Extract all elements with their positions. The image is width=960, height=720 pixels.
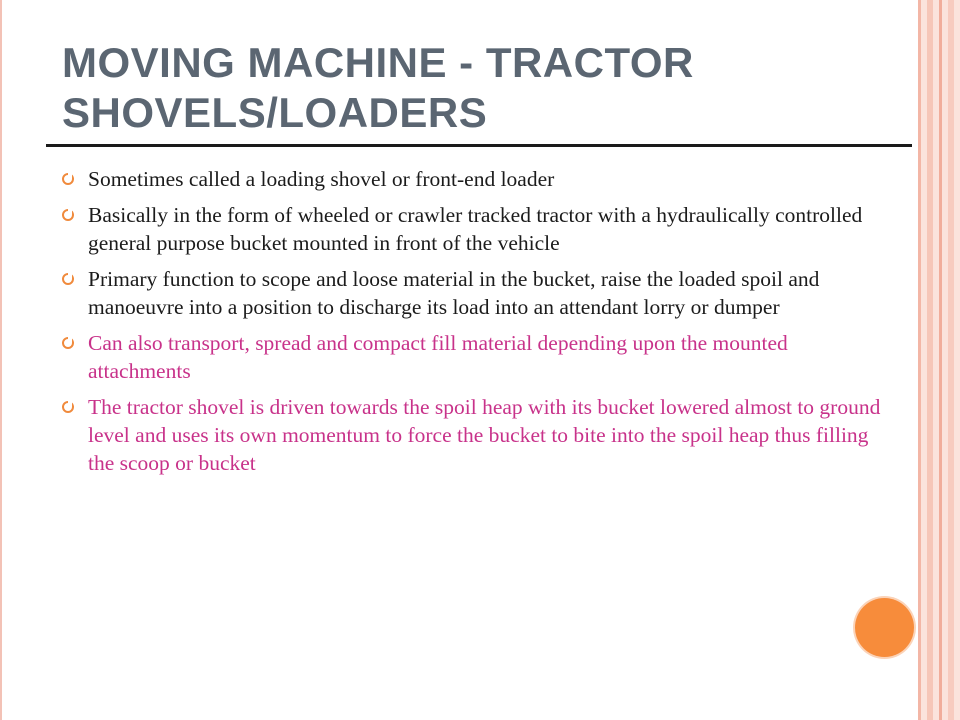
bullet-ring-icon	[62, 401, 74, 413]
bullet-ring-icon	[62, 273, 74, 285]
bullet-ring-icon	[62, 173, 74, 185]
title-line-1: MOVING MACHINE - TRACTOR	[62, 39, 694, 86]
decorative-stripes	[918, 0, 960, 720]
bullet-item	[60, 165, 890, 193]
bullet-item	[60, 201, 890, 257]
bullet-item-highlight	[60, 329, 890, 385]
slide-title	[62, 38, 902, 138]
bullet-text: Can also transport, spread and compact fill material depending upon the mounted attachments	[88, 331, 788, 383]
bullet-text: The tractor shovel is driven towards the spoil heap with its bucket lowered almost to ground level and uses its own momentum to force the bucket to bite into the spoil heap thus filling the scoop or bucket	[88, 395, 881, 475]
bullet-text: Sometimes called a loading shovel or front-end loader	[88, 167, 555, 191]
bullet-text: Basically in the form of wheeled or crawler tracked tractor with a hydraulically controlled general purpose bucket mounted in front of the vehicle	[88, 203, 863, 255]
orange-circle-decoration	[855, 598, 914, 657]
title-line-2: SHOVELS/LOADERS	[62, 89, 488, 136]
bullet-ring-icon	[62, 337, 74, 349]
stripe	[948, 0, 954, 720]
stripe	[927, 0, 933, 720]
bullet-ring-icon	[62, 209, 74, 221]
left-border-line	[0, 0, 2, 720]
title-underline	[46, 144, 912, 147]
stripe	[918, 0, 921, 720]
bullet-item-highlight	[60, 393, 890, 477]
bullet-text: Primary function to scope and loose material in the bucket, raise the loaded spoil and manoeuvre into a position to discharge its load into an attendant lorry or dumper	[88, 267, 820, 319]
stripe	[939, 0, 942, 720]
bullet-item	[60, 265, 890, 321]
bullet-list	[60, 165, 890, 485]
